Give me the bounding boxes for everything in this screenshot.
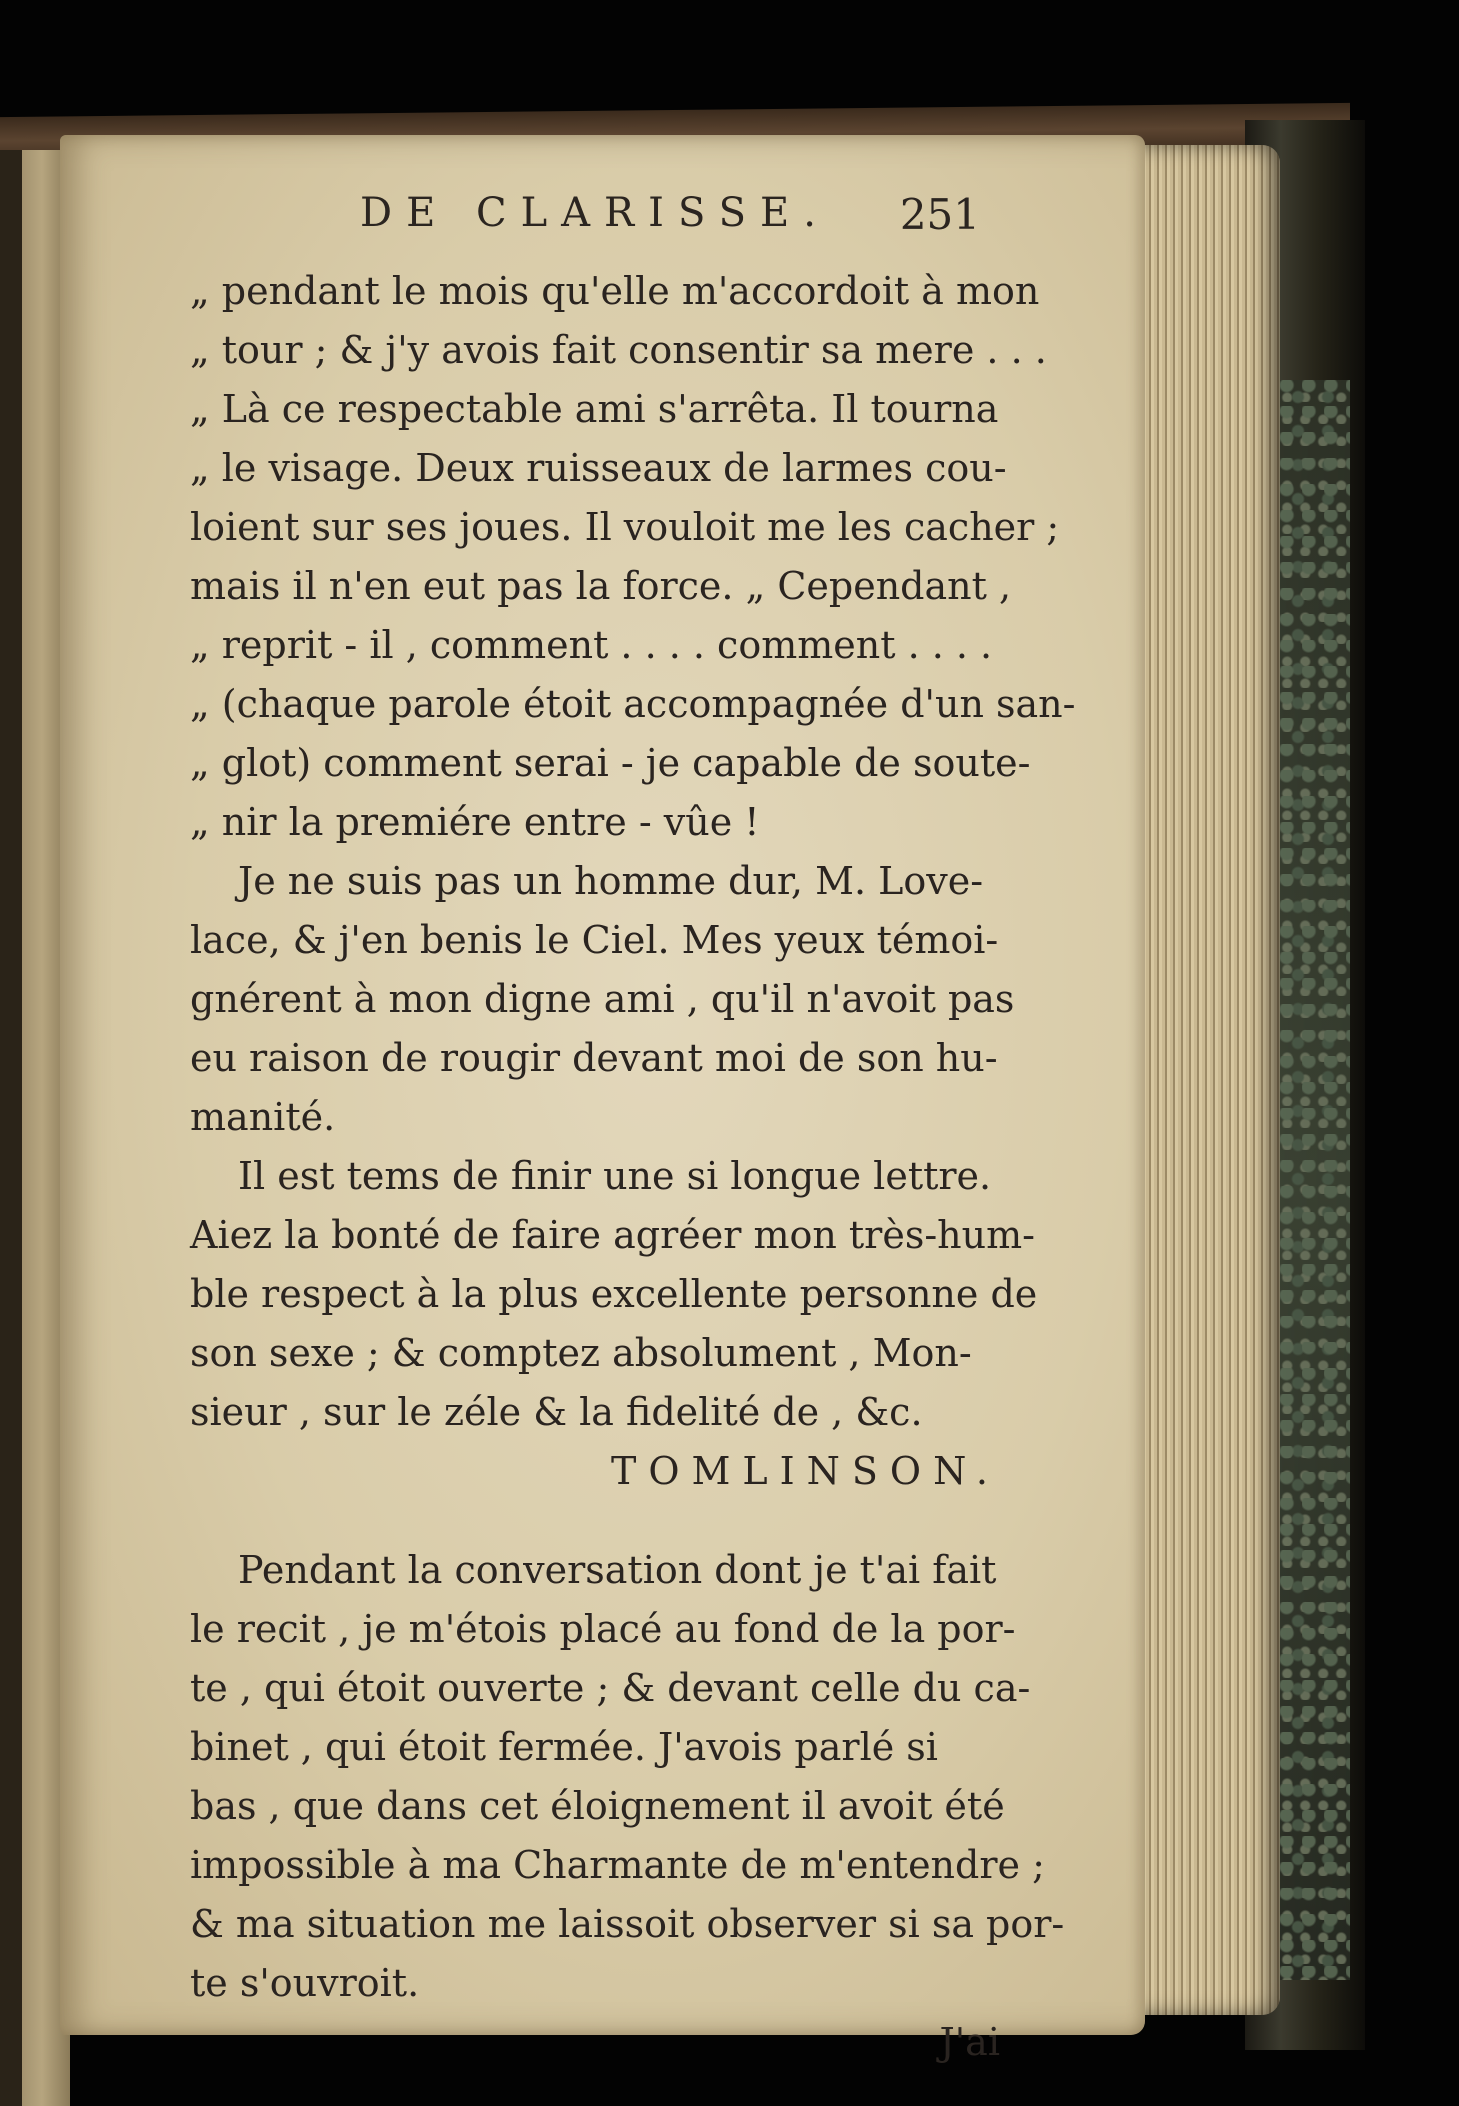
text-line: son sexe ; & comptez absolument , Mon- xyxy=(190,1331,972,1375)
text-line: „ tour ; & j'y avois fait consentir sa mere . . . xyxy=(190,328,1047,372)
text-line: mais il n'en eut pas la force. „ Cependant , xyxy=(190,564,1012,608)
text-line: manité. xyxy=(190,1095,336,1139)
text-line: Pendant la conversation dont je t'ai fait xyxy=(238,1548,997,1592)
text-line: Je ne suis pas un homme dur, M. Love- xyxy=(238,859,984,903)
text-line: „ pendant le mois qu'elle m'accordoit à mon xyxy=(190,269,1040,313)
text-line: „ glot) comment serai - je capable de soute- xyxy=(190,741,1031,785)
running-head: DE CLARISSE. xyxy=(360,190,830,236)
text-line: impossible à ma Charmante de m'entendre ; xyxy=(190,1843,1045,1887)
signature: TOMLINSON. xyxy=(611,1449,1000,1493)
text-line: ble respect à la plus excellente personne de xyxy=(190,1272,1038,1316)
text-line: sieur , sur le zéle & la fidelité de , &c. xyxy=(190,1390,923,1434)
gutter-shadow xyxy=(0,150,22,2106)
text-line: Il est tems de finir une si longue lettre. xyxy=(238,1154,992,1198)
text-line: „ (chaque parole étoit accompagnée d'un san- xyxy=(190,682,1076,726)
text-line: „ le visage. Deux ruisseaux de larmes cou- xyxy=(190,446,1007,490)
text-line: bas , que dans cet éloignement il avoit été xyxy=(190,1784,1005,1828)
text-line: loient sur ses joues. Il vouloit me les cacher ; xyxy=(190,505,1060,549)
text-line: „ reprit - il , comment . . . . comment . . . . xyxy=(190,623,993,667)
marbled-cover-texture xyxy=(1280,380,1350,1980)
catchword: J'ai xyxy=(939,2020,1000,2064)
text-line: eu raison de rougir devant moi de son hu- xyxy=(190,1036,998,1080)
page-block-edges xyxy=(1130,145,1280,2015)
text-line: „ Là ce respectable ami s'arrêta. Il tourna xyxy=(190,387,999,431)
text-line: & ma situation me laissoit observer si sa por- xyxy=(190,1902,1065,1946)
text-line: Aiez la bonté de faire agréer mon très-hum- xyxy=(190,1213,1035,1257)
page-header xyxy=(360,190,980,260)
text-line: te s'ouvroit. xyxy=(190,1961,420,2005)
text-line: binet , qui étoit fermée. J'avois parlé si xyxy=(190,1725,938,1769)
spacer xyxy=(190,1501,1010,1541)
text-line: te , qui étoit ouverte ; & devant celle du ca- xyxy=(190,1666,1031,1710)
body-text xyxy=(190,262,1076,2072)
text-line: le recit , je m'étois placé au fond de la por- xyxy=(190,1607,1016,1651)
page-number: 251 xyxy=(899,190,980,239)
text-line: lace, & j'en benis le Ciel. Mes yeux témoi- xyxy=(190,918,999,962)
text-line: gnérent à mon digne ami , qu'il n'avoit pas xyxy=(190,977,1015,1021)
text-line: „ nir la premiére entre - vûe ! xyxy=(190,800,760,844)
